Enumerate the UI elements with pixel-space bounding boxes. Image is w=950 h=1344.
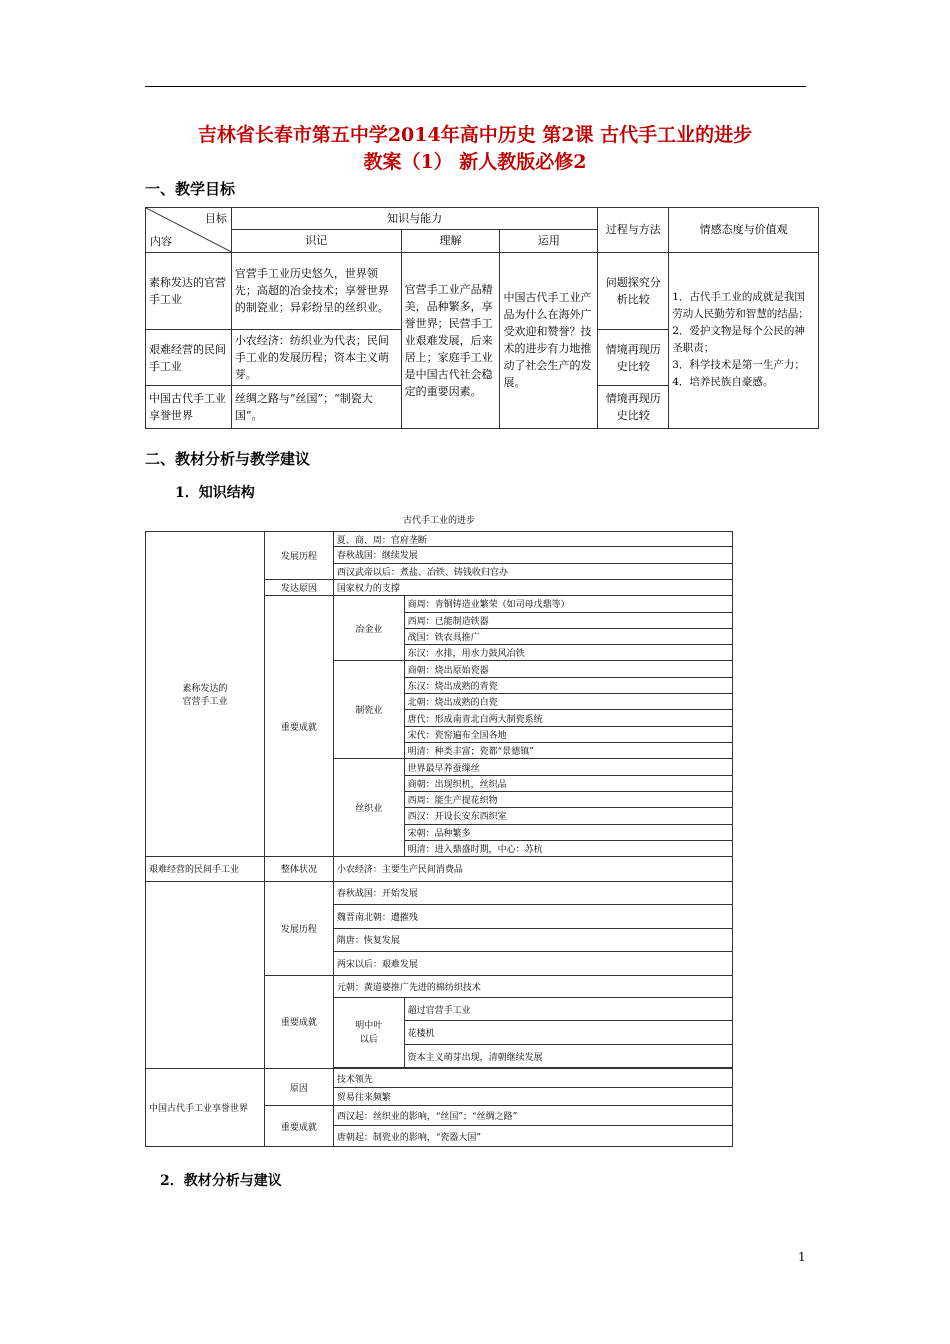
tree-item: 超过官营手工业 bbox=[404, 997, 732, 1020]
tree-item: 商朝：出现织机，丝织品 bbox=[404, 775, 732, 791]
official-handicraft-cell: 素称发达的 官营手工业 bbox=[146, 532, 265, 857]
tree-item: 明清：进入鼎盛时期，中心：苏杭 bbox=[404, 840, 732, 856]
tree-item: 西汉起：丝织业的影响，“丝国”；“丝绸之路” bbox=[333, 1106, 732, 1126]
knowledge-tree-title: 古代手工业的进步 bbox=[402, 516, 475, 526]
tree-item: 西周：已能制造铁器 bbox=[404, 612, 732, 628]
header-process: 过程与方法 bbox=[598, 208, 669, 253]
document-title bbox=[140, 122, 810, 176]
header-rule bbox=[145, 86, 806, 87]
tree-item: 宋朝：品种繁多 bbox=[404, 824, 732, 840]
cause-cell: 原因 bbox=[264, 1069, 333, 1106]
title-line-1: 吉林省长春市第五中学2014年高中历史 第2课 古代手工业的进步 bbox=[197, 124, 753, 146]
tree-item: 春秋战国：继续发展 bbox=[333, 547, 732, 563]
tree-item: 唐朝起：制瓷业的影响，“瓷器大国” bbox=[333, 1126, 732, 1147]
section-1-heading: 一、教学目标 bbox=[145, 180, 236, 198]
tree-item: 北朝：烧出成熟的白瓷 bbox=[404, 694, 732, 710]
apply-cell: 中国古代手工业产品为什么在海外广受欢迎和赞誉？技术的进步有力地推动了社会生产的发展。 bbox=[500, 252, 598, 428]
tree-item: 世界最早养蚕缫丝 bbox=[404, 759, 732, 775]
tree-item: 商周：青铜铸造业繁荣（如司母戊鼎等） bbox=[404, 596, 732, 612]
recall-cell: 官营手工业历史悠久，世界领先；高超的冶金技术；享誉世界的制瓷业；异彩纷呈的丝织业。 bbox=[231, 252, 401, 329]
dev-history-cell: 发展历程 bbox=[264, 881, 333, 975]
tree-item: 元朝：黄道婆推广先进的棉纺织技术 bbox=[333, 975, 732, 997]
title-line-2: 教案（1） 新人教版必修2 bbox=[363, 151, 587, 173]
tree-item: 资本主义萌芽出现，清朝继续发展 bbox=[404, 1044, 732, 1067]
teaching-goals-table bbox=[145, 207, 819, 429]
tree-item: 东汉：水排，用水力鼓风冶铁 bbox=[404, 645, 732, 661]
header-knowledge: 知识与能力 bbox=[231, 208, 597, 230]
dev-history-cell: 发展历程 bbox=[264, 532, 333, 580]
tree-item: 东汉：烧出成熟的青瓷 bbox=[404, 677, 732, 693]
header-understand: 理解 bbox=[401, 230, 500, 252]
tree-item: 明清：种类丰富；瓷都“景德镇” bbox=[404, 743, 732, 759]
tree-item: 隋唐：恢复发展 bbox=[333, 928, 732, 951]
page-number: 1 bbox=[798, 1250, 806, 1264]
porcelain-cell: 制瓷业 bbox=[333, 661, 404, 759]
subsection-analysis: 2．教材分析与建议 bbox=[160, 1173, 282, 1189]
emotion-cell: 1．古代手工业的成就是我国劳动人民勤劳和智慧的结晶； 2．爱护文物是每个公民的神圣职责； 3．科学技术是第一生产力； 4．培养民族自豪感。 bbox=[669, 252, 819, 428]
tree-item: 商朝：烧出原始瓷器 bbox=[404, 661, 732, 677]
achievement-cell: 重要成就 bbox=[264, 1106, 333, 1147]
content-cell: 素称发达的官营手工业 bbox=[146, 252, 232, 329]
achievement-cell: 重要成就 bbox=[264, 596, 333, 857]
recall-cell: 小农经济：纺织业为代表；民间手工业的发展历程；资本主义萌芽。 bbox=[231, 329, 401, 386]
tree-item: 夏、商、周：官府垄断 bbox=[333, 532, 732, 547]
corner-label-content: 内容 bbox=[150, 234, 172, 248]
tree-item: 战国：铁农具推广 bbox=[404, 628, 732, 644]
tree-item: 贸易往来频繁 bbox=[333, 1087, 732, 1105]
tree-item: 魏晋南北朝：遭摧残 bbox=[333, 905, 732, 928]
achievement-cell: 重要成就 bbox=[264, 975, 333, 1069]
recall-cell: 丝绸之路与“丝国”；“制瓷大国”。 bbox=[231, 386, 401, 429]
header-apply: 运用 bbox=[500, 230, 598, 252]
content-cell: 中国古代手工业享誉世界 bbox=[146, 386, 232, 429]
header-recall: 识记 bbox=[231, 230, 401, 252]
metallurgy-cell: 冶金业 bbox=[333, 596, 404, 661]
tree-item: 西周：能生产提花织物 bbox=[404, 791, 732, 807]
goals-corner-cell bbox=[146, 208, 232, 253]
tree-item: 技术领先 bbox=[333, 1069, 732, 1087]
tree-item: 唐代：形成南青北白两大制瓷系统 bbox=[404, 710, 732, 726]
tree-item: 西汉武帝以后：煮盐、冶铁、铸钱收归官办 bbox=[333, 563, 732, 579]
section-2-heading: 二、教材分析与教学建议 bbox=[145, 450, 311, 468]
tree-item: 花楼机 bbox=[404, 1021, 732, 1044]
folk-blank-cell bbox=[146, 881, 265, 1069]
tree-item: 西汉：开设长安东西织室 bbox=[404, 808, 732, 824]
understand-cell: 官营手工业产品精美，品种繁多，享誉世界；民营手工业艰难发展，后来居上；家庭手工业是中国古代社会稳定的重要因素。 bbox=[401, 252, 500, 428]
tree-item: 小农经济：主要生产民间消费品 bbox=[333, 857, 732, 881]
knowledge-structure-table bbox=[145, 531, 733, 1147]
reason-cell: 发达原因 bbox=[264, 579, 333, 595]
process-cell: 情境再现历史比较 bbox=[598, 329, 669, 386]
corner-label-goal: 目标 bbox=[204, 212, 227, 225]
silk-cell: 丝织业 bbox=[333, 759, 404, 857]
mid-ming-cell: 明中叶 以后 bbox=[333, 997, 404, 1067]
process-cell: 问题探究分析比较 bbox=[598, 252, 669, 329]
subsection-knowledge-structure: 1．知识结构 bbox=[175, 485, 255, 501]
tree-item: 国家权力的支撑 bbox=[333, 579, 732, 595]
header-emotion: 情感态度与价值观 bbox=[669, 208, 819, 253]
overall-cell: 整体状况 bbox=[264, 857, 333, 881]
tree-item: 两宋以后：艰难发展 bbox=[333, 952, 732, 975]
folk-handicraft-cell: 艰难经营的民间手工业 bbox=[146, 857, 265, 881]
tree-item: 宋代：瓷窑遍布全国各地 bbox=[404, 726, 732, 742]
world-renown-cell: 中国古代手工业享誉世界 bbox=[146, 1069, 265, 1147]
process-cell: 情境再现历史比较 bbox=[598, 386, 669, 429]
content-cell: 艰难经营的民间手工业 bbox=[146, 329, 232, 386]
tree-item: 春秋战国：开始发展 bbox=[333, 881, 732, 904]
